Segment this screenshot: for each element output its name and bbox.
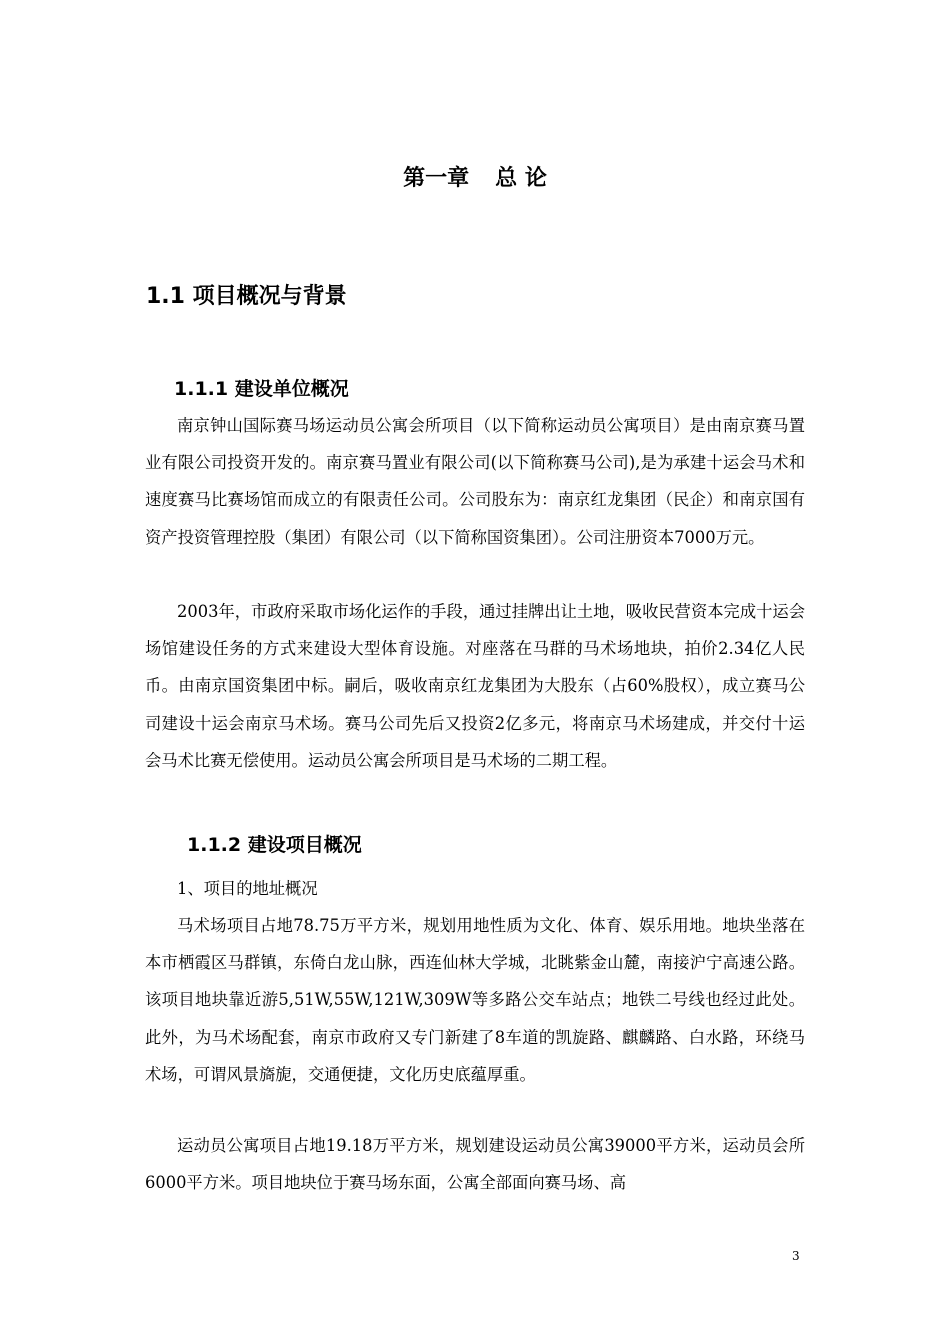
chapter-name: 总 论 (495, 166, 547, 191)
subsection-heading: 1.1.1 建设单位概况 (174, 378, 349, 400)
section-heading: 1.1 项目概况与背景 (146, 284, 347, 309)
page-number: 3 (792, 1249, 800, 1263)
subsection-heading: 1.1.2 建设项目概况 (187, 834, 362, 856)
body-paragraph: 南京钟山国际赛马场运动员公寓会所项目（以下简称运动员公寓项目）是由南京赛马置业有限公司投资开发的。南京赛马置业有限公司(以下简称赛马公司),是为承建十运会马术和速度赛马比赛场馆而成立的有限责任公司。公司股东为：南京红龙集团（民企）和南京国有资产投资管理控股（集团）有限公司（以下简称国资集团）。公司注册资本7000万元。 (145, 416, 805, 547)
body-paragraph: 运动员公寓项目占地19.18万平方米，规划建设运动员公寓39000平方米，运动员会所6000平方米。项目地块位于赛马场东面，公寓全部面向赛马场、高 (145, 1136, 805, 1193)
body-paragraph: 马术场项目占地78.75万平方米，规划用地性质为文化、体育、娱乐用地。地块坐落在本市栖霞区马群镇，东倚白龙山脉，西连仙林大学城，北眺紫金山麓，南接沪宁高速公路。该项目地块靠近游5,51W,55W,121W,309W等多路公交车站点；地铁二号线也经过此处。此外，为马术场配套，南京市政府又专门新建了8车道的凯旋路、麒麟路、白水路，环绕马术场，可谓风景旖旎，交通便捷，文化历史底蕴厚重。 (145, 916, 805, 1084)
chapter-title (0, 162, 950, 196)
body-paragraph: 2003年，市政府采取市场化运作的手段，通过挂牌出让土地，吸收民营资本完成十运会场馆建设任务的方式来建设大型体育设施。对座落在马群的马术场地块，拍价2.34亿人民币。由南京国资集团中标。嗣后，吸收南京红龙集团为大股东（占60%股权），成立赛马公司建设十运会南京马术场。赛马公司先后又投资2亿多元，将南京马术场建成，并交付十运会马术比赛无偿使用。运动员公寓会所项目是马术场的二期工程。 (145, 602, 805, 770)
chapter-number: 第一章 (403, 166, 470, 191)
list-item-heading: 1、项目的地址概况 (177, 879, 318, 898)
